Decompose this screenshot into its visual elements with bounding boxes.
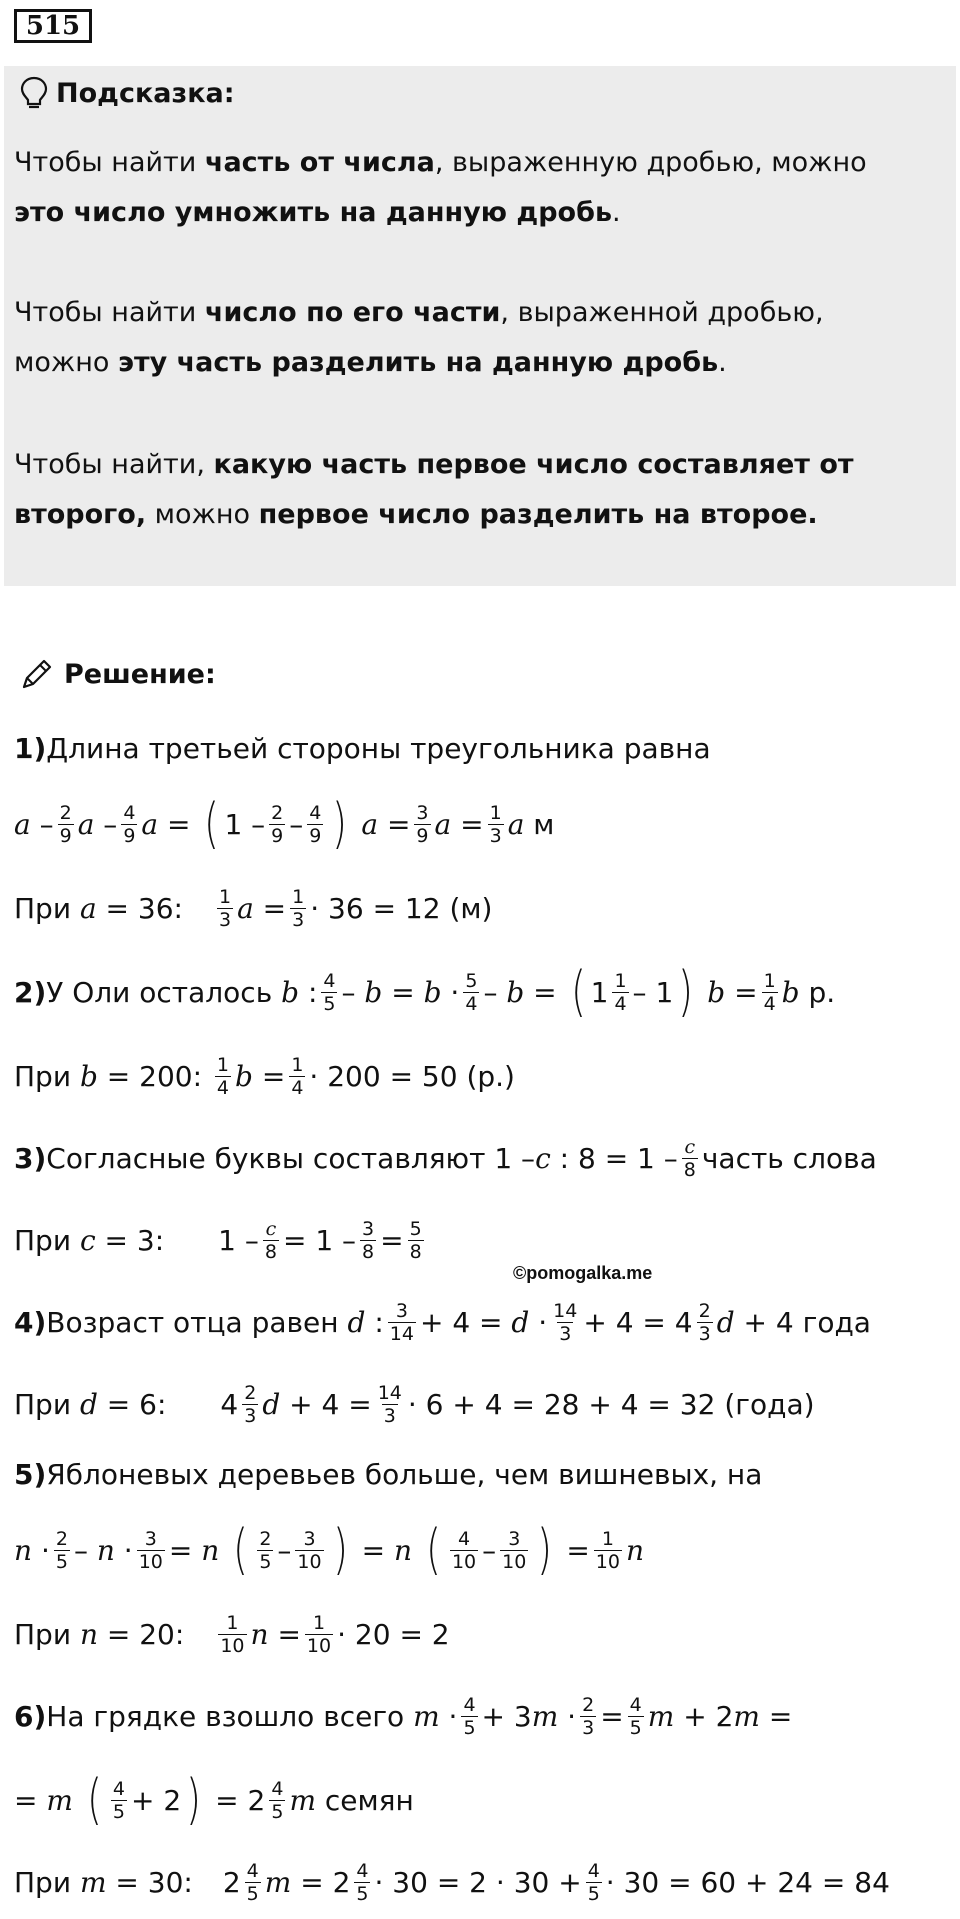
step-3-check: При c = 3: 1 – c 8 = 1 – 3 8 = 5 8 xyxy=(14,1217,422,1263)
step-6-text: 6) На грядке взошло всего m · 4 5 + 3 m · 2 3 = 4 5 m + 2 m = xyxy=(14,1693,793,1739)
step-1-formula: a – 2 9 a – 4 9 a = ( 1 – 2 9 – 4 9 ) a = 3 9 a = 1 3 a м xyxy=(14,792,555,855)
hint-paragraph-2: Чтобы найти число по его части, выраженной дробью, можно эту часть разделить на данную дробь. xyxy=(14,297,824,378)
hint-title: Подсказка: xyxy=(20,76,235,110)
step-6-formula: = m ( 4 5 + 2 ) = 2 4 5 m семян xyxy=(14,1768,414,1831)
step-5-formula: n · 2 5 – n · 3 10 = n ( 2 5 – 3 10 ) = n ( 4 10 – 3 10 ) = 1 10 n xyxy=(14,1518,645,1581)
pencil-icon xyxy=(20,657,54,691)
hint-paragraph-3: Чтобы найти, какую часть первое число составляет от второго, можно первое число разделить на второе. xyxy=(14,449,854,530)
lightbulb-icon xyxy=(20,76,48,110)
watermark: ©pomogalka.me xyxy=(513,1263,653,1283)
step-1-check: При a = 36: 1 3 a = 1 3 · 36 = 12 (м) xyxy=(14,885,493,931)
task-number: 515 xyxy=(14,9,92,43)
hint-paragraph-1: Чтобы найти часть от числа, выраженную дробью, можно это число умножить на данную дробь. xyxy=(14,147,867,228)
step-4-text: 4) Возраст отца равен d : 3 14 + 4 = d · 14 3 + 4 = 4 2 3 d + 4 года xyxy=(14,1299,871,1345)
step-2-text: 2) У Оли осталось b : 4 5 – b = b · 5 4 – b = ( 1 1 4 – 1 ) b = 1 4 b р. xyxy=(14,960,836,1023)
step-5-check: При n = 20: 1 10 n = 1 10 · 20 = 2 xyxy=(14,1611,450,1657)
step-1-text: 1) Длина третьей стороны треугольника равна xyxy=(14,731,711,765)
step-6-check: При m = 30: 2 4 5 m = 2 4 5 · 30 = 2 · 30 + 4 5 · 30 = 60 + 24 = 84 xyxy=(14,1859,890,1905)
step-3-text: 3) Согласные буквы составляют 1 – c : 8 = 1 – c 8 часть слова xyxy=(14,1135,877,1181)
step-5-text: 5) Яблоневых деревьев больше, чем вишневых, на xyxy=(14,1457,763,1491)
step-4-check: При d = 6: 4 2 3 d + 4 = 14 3 · 6 + 4 = 28 + 4 = 32 (года) xyxy=(14,1381,815,1427)
solution-title: Решение: xyxy=(20,657,216,691)
step-2-check: При b = 200: 1 4 b = 1 4 · 200 = 50 (р.) xyxy=(14,1053,515,1099)
